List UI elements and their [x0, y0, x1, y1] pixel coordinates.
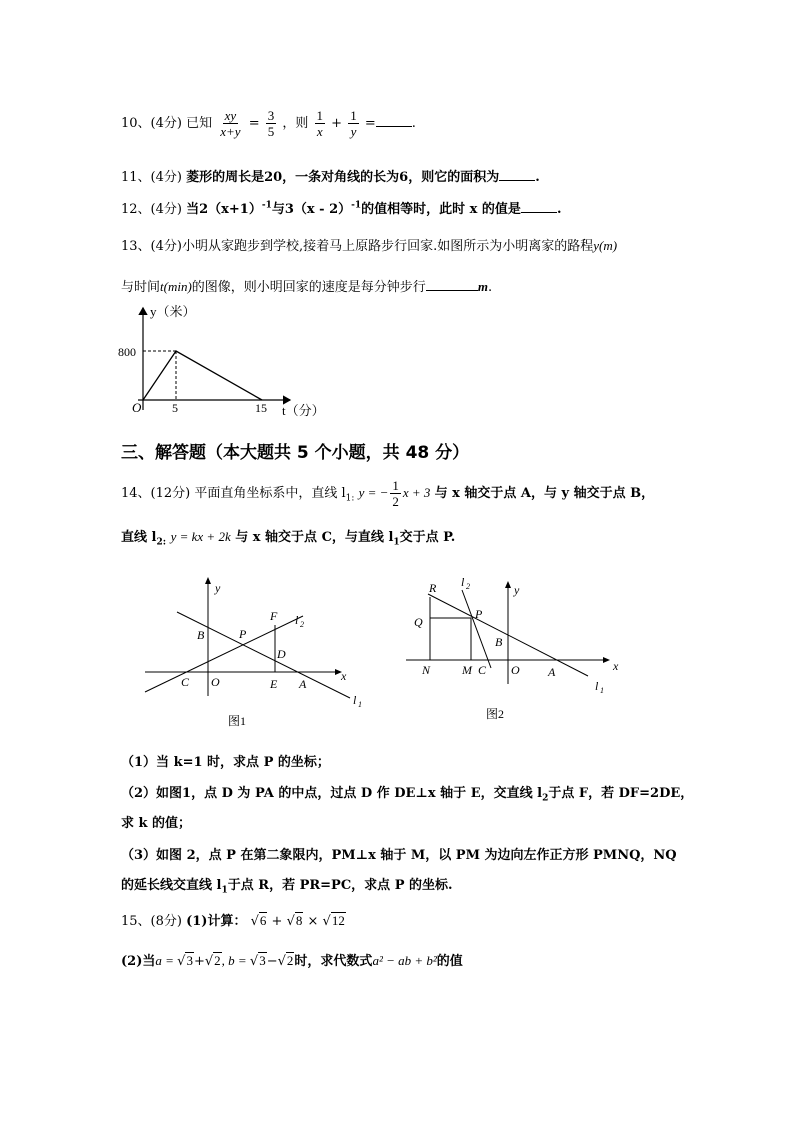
- question-14-line1: 14、(12分) 平面直角坐标系中，直线 $l_{1:}$ y = − $\frac{1}{2}$ x + 3 与 x 轴交于点 A，与 y 轴交于点 B，: [121, 478, 655, 509]
- svg-text:O: O: [511, 663, 520, 677]
- svg-text:x: x: [613, 659, 619, 673]
- svg-text:A: A: [299, 677, 307, 691]
- fraction-1-y: $\frac{1}{y}$: [350, 108, 357, 139]
- tick-800: 800: [118, 345, 136, 359]
- y-axis-label: y（米）: [150, 304, 196, 319]
- section-heading: 三、解答题（本大题共 5 个小题，共 48 分）: [121, 443, 470, 463]
- svg-text:图2: 图2: [486, 707, 505, 721]
- question-15-line2: (2)当a = √3+√2, b = √3−√2时，求代数式a² − ab + b²的值: [121, 953, 463, 969]
- svg-text:E: E: [270, 677, 278, 691]
- svg-text:R: R: [429, 581, 437, 595]
- svg-text:B: B: [495, 635, 503, 649]
- question-14-line2: 直线 $l_{2:}$ y = kx + 2k 与 x 轴交于点 C，与直线 $l_1$交于点 P.: [121, 529, 456, 548]
- svg-text:B: B: [197, 628, 205, 642]
- svg-text:1: 1: [600, 686, 604, 695]
- question-11: 11、(4分) 菱形的周长是20，一条对角线的长为6，则它的面积为 .: [121, 170, 540, 185]
- fig2-square: [430, 618, 471, 660]
- origin-label: O: [132, 400, 142, 415]
- q14-part3-line1: （3）如图 2，点 P 在第二象限内，PM⊥x 轴于 M，以 PM 为边向左作正方形 PMNQ，NQ: [121, 848, 677, 863]
- svg-text:x: x: [341, 669, 347, 683]
- question-12: 12、(4分) 当$2(x+1)^{-1}$与3（x - 2）$^{-1}$的值相等时，此时 x 的值是 .: [121, 200, 562, 217]
- fraction-3-5: $\frac{3}{5}$: [267, 108, 275, 139]
- question-10: 10、(4分) 已知 $\frac{xy}{x+y}$ = $\frac{3}{5}$ ，则 $\frac{1}{x}$ + $\frac{1}{y}$ = .: [121, 108, 416, 139]
- svg-text:O: O: [211, 675, 220, 689]
- svg-text:图1: 图1: [228, 714, 247, 728]
- q14-part2-line1: （2）如图1，点 D 为 PA 的中点，过点 D 作 DE⊥x 轴于 E，交直线 $l_2$于点 F，若 DF=2DE，: [121, 786, 694, 804]
- svg-text:2: 2: [300, 620, 304, 629]
- svg-text:l: l: [295, 613, 299, 627]
- svg-text:l: l: [461, 575, 465, 589]
- path-line: [143, 351, 262, 400]
- answer-blank[interactable]: [376, 114, 412, 127]
- svg-text:y: y: [215, 581, 221, 595]
- svg-text:C: C: [181, 675, 190, 689]
- tick-5: 5: [172, 401, 178, 415]
- answer-blank[interactable]: [499, 168, 535, 181]
- svg-text:1: 1: [358, 700, 362, 709]
- svg-text:l: l: [353, 693, 357, 707]
- question-15-line1: 15、(8分) (1)计算： √6 + √8 × √12: [121, 913, 345, 929]
- svg-text:A: A: [548, 665, 556, 679]
- answer-blank[interactable]: [521, 200, 557, 213]
- fig2-line-l2: [462, 590, 491, 668]
- svg-text:2: 2: [466, 582, 470, 591]
- question-13-line1: 13、(4分)小明从家跑步到学校,接着马上原路步行回家.如图所示为小明离家的路程y(m): [121, 238, 618, 254]
- q14-part2-line2: 求 k 的值；: [121, 816, 192, 831]
- svg-text:M: M: [462, 663, 472, 677]
- fraction-xy: $\frac{xy}{x+y}$: [220, 108, 241, 139]
- svg-text:N: N: [422, 663, 431, 677]
- svg-text:l: l: [595, 679, 599, 693]
- svg-text:F: F: [270, 609, 278, 623]
- svg-text:P: P: [239, 627, 247, 641]
- svg-text:y: y: [514, 583, 520, 597]
- svg-text:Q: Q: [414, 615, 423, 629]
- x-axis-label: t（分）: [282, 403, 325, 418]
- q14-part3-line2: 的延长线交直线 $l_1$于点 R，若 PR=PC，求点 P 的坐标.: [121, 878, 453, 896]
- figure-2: [398, 572, 638, 727]
- svg-text:C: C: [478, 663, 487, 677]
- svg-text:D: D: [277, 647, 286, 661]
- figure-1: [135, 572, 375, 732]
- q14-part1: （1）当 k=1 时，求点 P 的坐标；: [121, 755, 330, 770]
- tick-15: 15: [255, 401, 267, 415]
- fraction-1-x: $\frac{1}{x}$: [316, 108, 324, 139]
- question-13-line2: 与时间t(min)的图像，则小明回家的速度是每分钟步行 m.: [121, 279, 493, 295]
- answer-blank[interactable]: [426, 278, 478, 291]
- fraction-1-2: $\frac{1}{2}$: [392, 478, 399, 509]
- svg-text:P: P: [475, 607, 483, 621]
- distance-time-graph: [110, 300, 350, 425]
- fig1-line-l1: [177, 612, 350, 698]
